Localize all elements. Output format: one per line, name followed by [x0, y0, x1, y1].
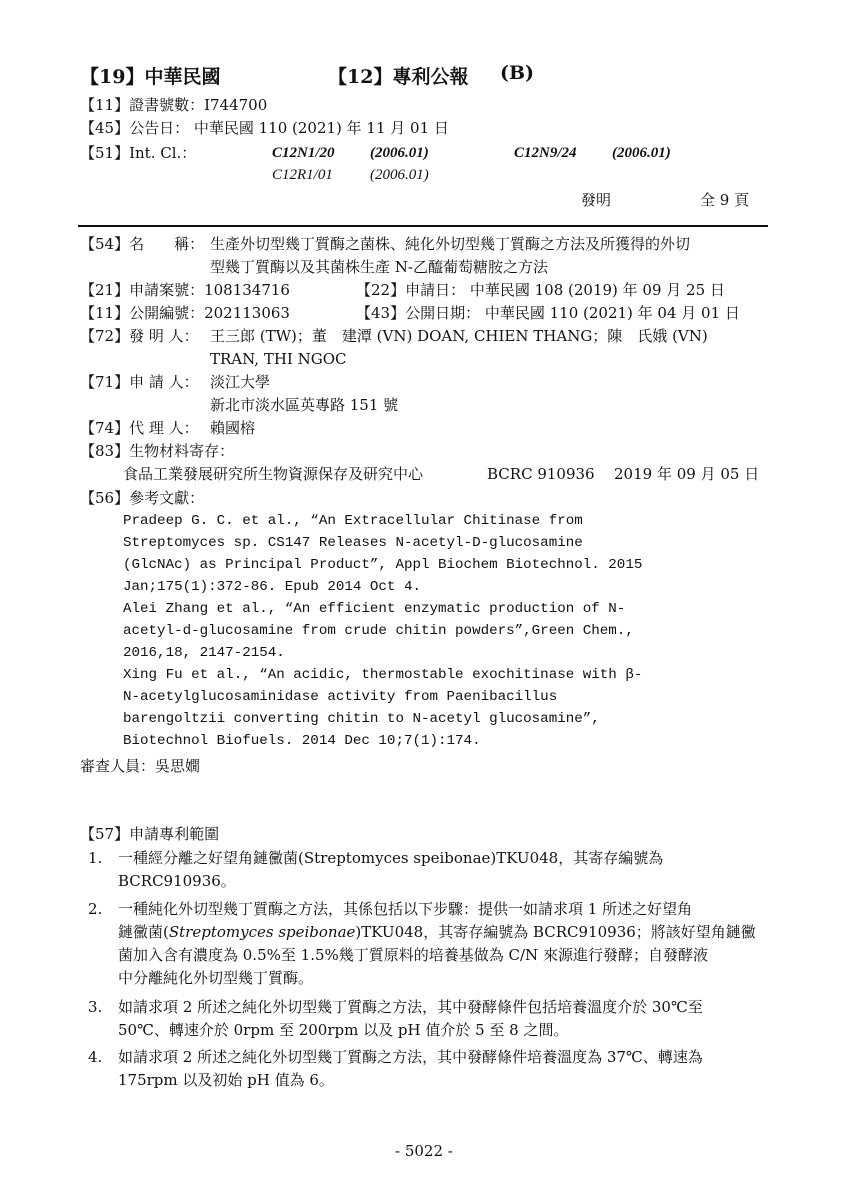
reference-line: Xing Fu et al., “An acidic, thermostable exochitinase with β-	[123, 667, 643, 683]
title-line-1: 生產外切型幾丁質酶之菌株、純化外切型幾丁質酶之方法及所獲得的外切	[210, 235, 691, 253]
doc-type-header: 【12】專利公報	[328, 66, 469, 88]
ipc-code-3: C12R1/01	[272, 167, 333, 183]
certificate-number: 【11】證書號數：I744700	[80, 96, 268, 114]
claim-1-line-1: 一種經分離之好望角鏈黴菌(Streptomyces speibonae)TKU048，其寄存編號為	[118, 849, 664, 867]
int-cl-label: 【51】Int. Cl.：	[80, 144, 197, 162]
claim-number-3: 3.	[88, 998, 103, 1016]
examiner: 審查人員：吳思嫺	[80, 757, 201, 775]
claims-label: 【57】申請專利範圍	[80, 825, 220, 843]
country-header: 【19】中華民國	[80, 66, 221, 88]
publication-date: 【43】公開日期： 中華民國 110 (2021) 年 04 月 01 日	[356, 304, 740, 322]
reference-line: 2016,18, 2147-2154.	[123, 645, 285, 661]
deposit-label: 【83】生物材料寄存：	[80, 442, 235, 460]
reference-line: acetyl-d-glucosamine from crude chitin powders”,Green Chem.,	[123, 623, 634, 639]
agent-name: 賴國榕	[210, 419, 256, 437]
reference-line: (GlcNAc) as Principal Product”, Appl Biochem Biotechnol. 2015	[123, 557, 643, 573]
page-number: - 5022 -	[395, 1142, 453, 1160]
claim-2-text: 鏈黴菌(	[118, 923, 169, 941]
claim-4-line-2: 175rpm 以及初始 pH 值為 6。	[118, 1071, 334, 1089]
kind-code: (B)	[500, 62, 535, 84]
publication-number: 【11】公開編號：202113063	[80, 304, 290, 322]
reference-line: Streptomyces sp. CS147 Releases N-acetyl-D-glucosamine	[123, 535, 583, 551]
header-divider	[78, 225, 768, 227]
inventors-line-1: 王三郎 (TW)；董 建潭 (VN) DOAN, CHIEN THANG；陳 氏娥 (VN)	[210, 327, 708, 345]
applicant-name: 淡江大學	[210, 373, 271, 391]
claim-2-line-1: 一種純化外切型幾丁質酶之方法，其係包括以下步驟：提供一如請求項 1 所述之好望角	[118, 900, 693, 918]
claim-1-line-2: BCRC910936。	[118, 872, 236, 890]
application-date: 【22】申請日： 中華民國 108 (2019) 年 09 月 25 日	[356, 281, 725, 299]
claim-number-4: 4.	[88, 1048, 103, 1066]
applicant-address: 新北市淡水區英專路 151 號	[210, 396, 399, 414]
ipc-version-1: (2006.01)	[370, 145, 429, 161]
claim-2-text: )TKU048，其寄存編號為 BCRC910936；將該好望角鏈黴	[355, 923, 756, 941]
reference-line: Pradeep G. C. et al., “An Extracellular Chitinase from	[123, 513, 583, 529]
announcement-date: 【45】公告日： 中華民國 110 (2021) 年 11 月 01 日	[80, 119, 449, 137]
claim-number-2: 2.	[88, 900, 103, 918]
species-name: Streptomyces speibonae	[168, 923, 356, 941]
title-line-2: 型幾丁質酶以及其菌株生產 N-乙醯葡萄糖胺之方法	[210, 258, 548, 276]
references-label: 【56】參考文獻：	[80, 489, 205, 507]
claim-2-line-4: 中分離純化外切型幾丁質酶。	[118, 969, 314, 987]
claim-3-line-2: 50℃、轉速介於 0rpm 至 200rpm 以及 pH 值介於 5 至 8 之間。	[118, 1021, 569, 1039]
total-pages: 全 9 頁	[700, 191, 750, 209]
deposit-number: BCRC 910936	[487, 465, 595, 483]
ipc-version-2: (2006.01)	[612, 145, 671, 161]
reference-line: Alei Zhang et al., “An efficient enzymatic production of N-	[123, 601, 626, 617]
application-number: 【21】申請案號：108134716	[80, 281, 290, 299]
claim-4-line-1: 如請求項 2 所述之純化外切型幾丁質酶之方法，其中發酵條件培養溫度為 37℃、轉速為	[118, 1048, 703, 1066]
claim-number-1: 1.	[88, 849, 103, 867]
claim-2-line-2	[118, 921, 756, 943]
ipc-version-3: (2006.01)	[370, 167, 429, 183]
patent-category: 發明	[581, 191, 612, 209]
claim-3-line-1: 如請求項 2 所述之純化外切型幾丁質酶之方法，其中發酵條件包括培養溫度介於 30℃至	[118, 998, 703, 1016]
inventors-label: 【72】發 明 人：	[80, 327, 199, 345]
reference-line: barengoltzii converting chitin to N-acetyl glucosamine”,	[123, 711, 600, 727]
reference-line: Biotechnol Biofuels. 2014 Dec 10;7(1):174.	[123, 733, 481, 749]
agent-label: 【74】代 理 人：	[80, 419, 199, 437]
ipc-code-2: C12N9/24	[514, 145, 577, 161]
reference-line: N-acetylglucosaminidase activity from Paenibacillus	[123, 689, 558, 705]
applicant-label: 【71】申 請 人：	[80, 373, 199, 391]
inventors-line-2: TRAN, THI NGOC	[210, 350, 347, 368]
deposit-date: 2019 年 09 月 05 日	[614, 465, 760, 483]
title-label: 【54】名 稱：	[80, 235, 205, 253]
ipc-code-1: C12N1/20	[272, 145, 335, 161]
claim-2-line-3: 菌加入含有濃度為 0.5%至 1.5%幾丁質原料的培養基做為 C/N 來源進行發酵；自發酵液	[118, 946, 708, 964]
deposit-institution: 食品工業發展研究所生物資源保存及研究中心	[123, 465, 424, 483]
reference-line: Jan;175(1):372-86. Epub 2014 Oct 4.	[123, 579, 421, 595]
